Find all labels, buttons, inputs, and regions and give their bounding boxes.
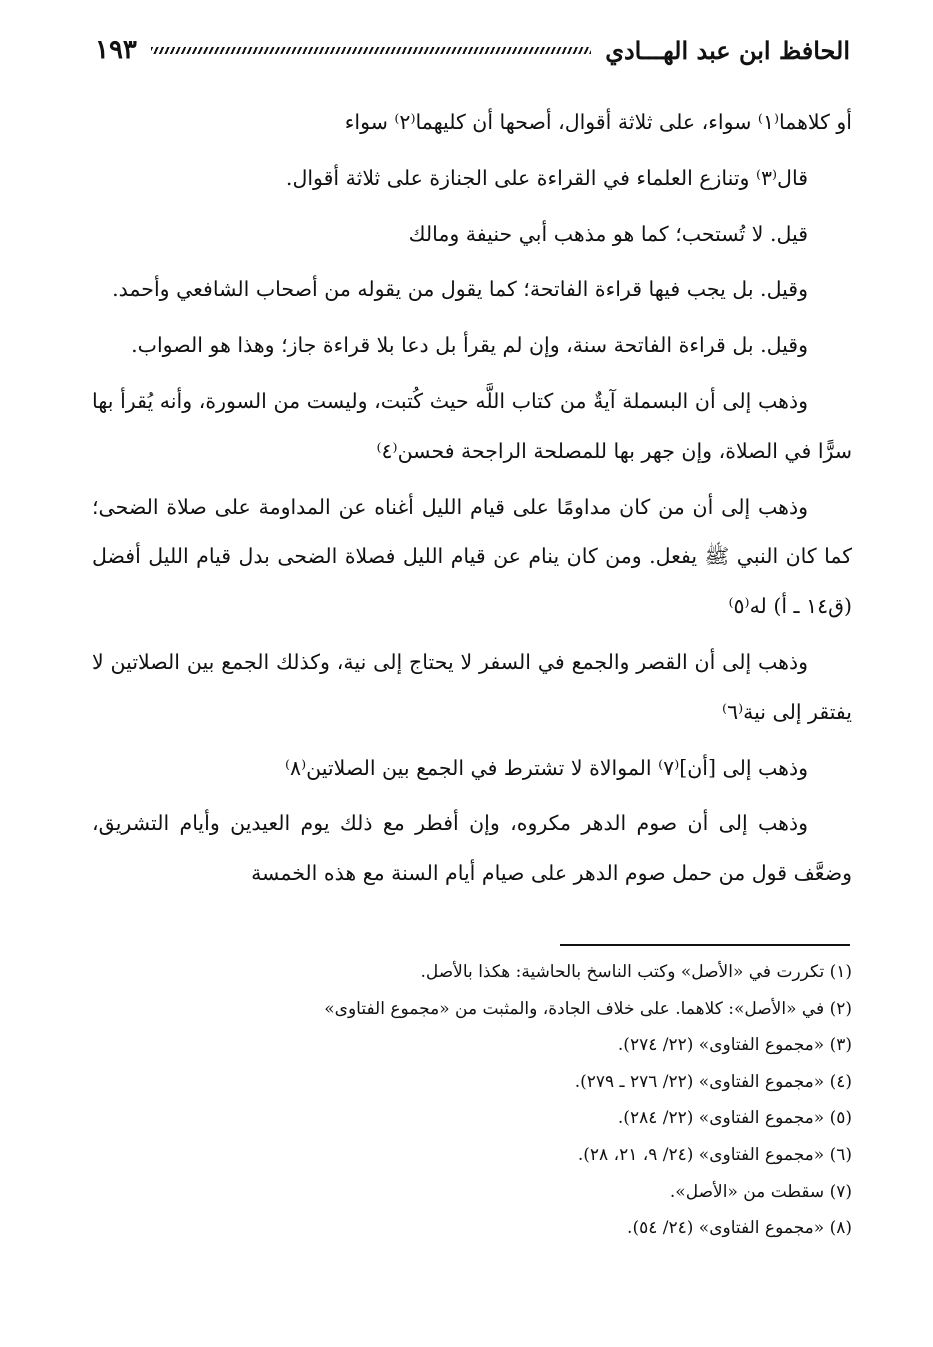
paragraph: وقيل. بل يجب فيها قراءة الفاتحة؛ كما يقول من يقوله من أصحاب الشافعي وأحمد. — [112, 277, 808, 302]
footnote: (٨) «مجموع الفتاوى» (٢٤/ ٥٤). — [627, 1218, 852, 1239]
paragraph: قال⁽٣⁾ وتنازع العلماء في القراءة على الجنازة على ثلاثة أقوال. — [285, 165, 808, 190]
footnote: (٥) «مجموع الفتاوى» (٢٢/ ٢٨٤). — [617, 1108, 852, 1129]
running-title: الحافظ ابن عبد الهـــادي — [605, 35, 850, 65]
header-rule — [151, 47, 591, 54]
page-number: ١٩٣ — [95, 35, 137, 65]
footnotes — [92, 954, 852, 1247]
footnote-separator — [560, 944, 850, 946]
footnote: (٧) سقطت من «الأصل». — [669, 1181, 852, 1202]
footnote: (٦) «مجموع الفتاوى» (٢٤/ ٩، ٢١، ٢٨). — [577, 1144, 852, 1165]
paragraph: قيل. لا تُستحب؛ كما هو مذهب أبي حنيفة ومالك — [408, 221, 808, 246]
footnote: (٣) «مجموع الفتاوى» (٢٢/ ٢٧٤). — [617, 1035, 852, 1056]
paragraph: وذهب إلى [أن]⁽٧⁾ الموالاة لا تشترط في الجمع بين الصلاتين⁽٨⁾ — [285, 755, 808, 780]
body-text — [92, 98, 852, 905]
paragraph: وذهب إلى أن من كان مداومًا على قيام الليل أغناه عن المداومة على صلاة الضحى؛ كما كان النبي ﷺ يفعل. ومن كان ينام عن قيام الليل فصلاة الضحى بدل قيام الليل أفضل (ق١٤ ـ أ) له⁽٥⁾ — [92, 494, 852, 619]
running-header — [95, 30, 850, 70]
paragraph: وذهب إلى أن القصر والجمع في السفر لا يحتاج إلى نية، وكذلك الجمع بين الصلاتين لا يفتقر إلى نية⁽٦⁾ — [92, 649, 852, 724]
paragraph: وذهب إلى أن البسملة آيةٌ من كتاب اللَّه حيث كُتبت، وليست من السورة، وأنه يُقرأ بها سرًّا في الصلاة، وإن جهر بها للمصلحة الراجحة فحسن⁽٤⁾ — [92, 388, 852, 463]
paragraph: وقيل. بل قراءة الفاتحة سنة، وإن لم يقرأ بل دعا بلا قراءة جاز؛ وهذا هو الصواب. — [131, 333, 808, 358]
footnote: (١) تكررت في «الأصل» وكتب الناسخ بالحاشية: هكذا بالأصل. — [420, 962, 852, 982]
paragraph: وذهب إلى أن صوم الدهر مكروه، وإن أفطر مع ذلك يوم العيدين وأيام التشريق، وضعَّف قول من حمل صوم الدهر على صيام أيام السنة مع هذه الخمسة — [92, 811, 852, 886]
paragraph: أو كلاهما⁽١⁾ سواء، على ثلاثة أقوال، أصحها أن كليهما⁽٢⁾ سواء — [344, 110, 852, 134]
footnote: (٤) «مجموع الفتاوى» (٢٢/ ٢٧٦ ـ ٢٧٩). — [574, 1071, 852, 1092]
footnote: (٢) في «الأصل»: كلاهما. على خلاف الجادة، والمثبت من «مجموع الفتاوى» — [324, 998, 852, 1019]
